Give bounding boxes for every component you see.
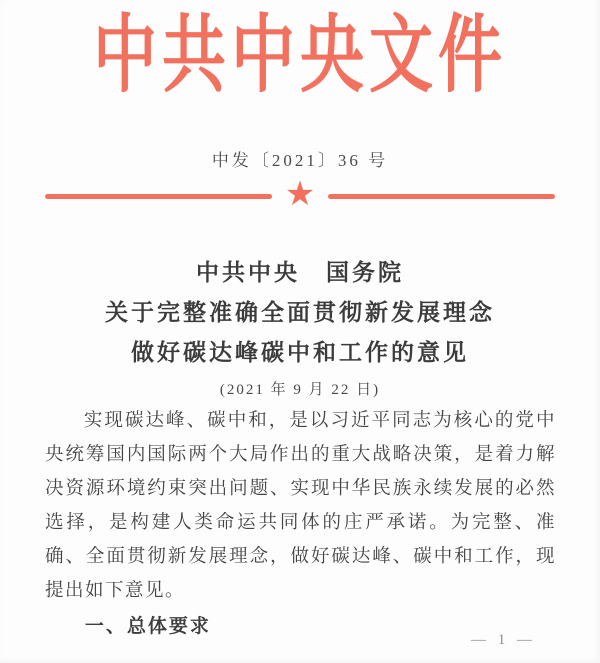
section-heading: 一、总体要求 bbox=[84, 616, 211, 637]
document-body bbox=[45, 404, 556, 638]
document-date: (2021 年 9 月 22 日) bbox=[219, 382, 381, 398]
document-number: 中发〔2021〕36 号 bbox=[211, 151, 389, 170]
document-masthead bbox=[0, 8, 600, 103]
star-icon: ★ bbox=[284, 175, 316, 213]
red-divider bbox=[45, 175, 555, 213]
document-title bbox=[0, 253, 600, 399]
divider-line-left bbox=[45, 194, 272, 199]
divider-line-right bbox=[328, 194, 555, 199]
title-issuers: 中共中央 国务院 bbox=[196, 260, 404, 285]
title-subject-line-2: 做好碳达峰碳中和工作的意见 bbox=[131, 340, 469, 365]
page-number: — 1 — bbox=[471, 632, 536, 648]
title-subject-line-1: 关于完整准确全面贯彻新发展理念 bbox=[105, 300, 495, 325]
intro-paragraph: 实现碳达峰、碳中和，是以习近平同志为核心的党中央统筹国内国际两个大局作出的重大战略决策，是着力解决资源环境约束突出问题、实现中华民族永续发展的必然选择，是构建人类命运共同体的庄严承诺。为完整、准确、全面贯彻新发展理念，做好碳达峰、碳中和工作，现提出如下意见。 bbox=[45, 411, 556, 601]
masthead-title: 中共中央文件 bbox=[93, 8, 507, 103]
